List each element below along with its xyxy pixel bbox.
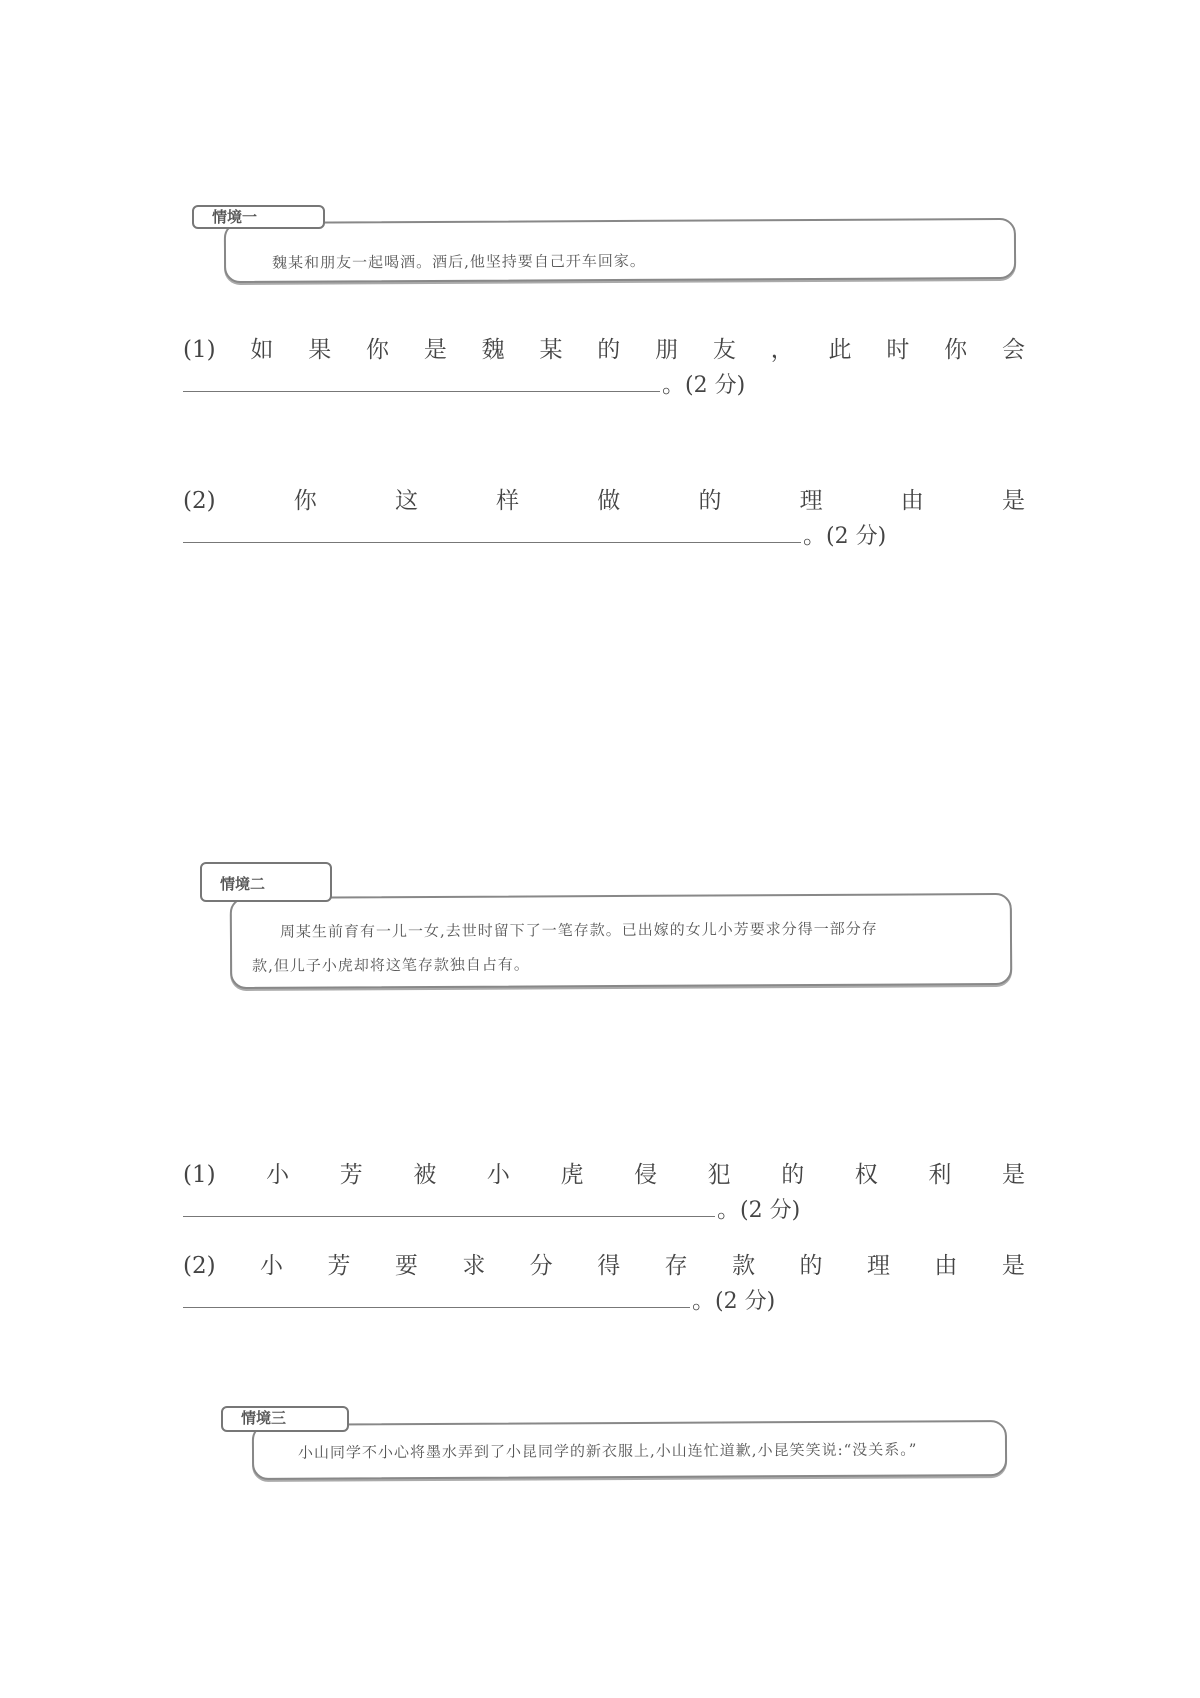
question-char: 是: [1001, 1253, 1025, 1279]
answer-blank[interactable]: [183, 367, 660, 392]
question-1-2-line: [183, 484, 1025, 518]
question-char: 的: [799, 1253, 823, 1279]
question-char: 芳: [339, 1162, 363, 1188]
question-number: (2): [183, 488, 216, 514]
question-char: 权: [854, 1162, 878, 1188]
question-char: 友: [712, 337, 736, 363]
question-points: (2 分): [740, 1198, 801, 1223]
answer-blank[interactable]: [183, 1283, 690, 1308]
question-char: 被: [413, 1162, 437, 1188]
question-2-1-answer-line: [183, 1192, 1025, 1226]
question-char: 小: [266, 1162, 290, 1188]
question-char: 魏: [481, 337, 505, 363]
question-char: 如: [250, 337, 274, 363]
question-suffix: 。: [717, 1197, 740, 1223]
question-char: 小: [260, 1253, 284, 1279]
question-char: 存: [664, 1253, 688, 1279]
question-char: 虎: [560, 1162, 584, 1188]
question-suffix: 。: [803, 523, 826, 549]
question-char: 求: [462, 1253, 486, 1279]
question-char: 样: [496, 488, 520, 514]
question-2-2-answer-line: [183, 1283, 1025, 1317]
question-char: 你: [293, 488, 317, 514]
question-char: 会: [1001, 337, 1025, 363]
question-char: 果: [308, 337, 332, 363]
scenario-1-tab: 情境一: [192, 205, 325, 229]
question-char: 此: [828, 337, 852, 363]
question-char: 由: [934, 1253, 958, 1279]
question-char: 某: [539, 337, 563, 363]
question-char: 的: [781, 1162, 805, 1188]
question-char: 芳: [327, 1253, 351, 1279]
question-1-2: [183, 484, 1025, 552]
question-char: ，: [770, 337, 794, 363]
question-1-1-answer-line: [183, 367, 1025, 401]
scenario-1-text: 魏某和朋友一起喝酒。酒后,他坚持要自己开车回家。: [272, 251, 646, 272]
question-number: (2): [183, 1253, 216, 1279]
question-points: (2 分): [715, 1289, 776, 1314]
question-char: 是: [423, 337, 447, 363]
answer-blank[interactable]: [183, 518, 801, 543]
scenario-3-tab: 情境三: [221, 1406, 349, 1432]
question-char: 你: [366, 337, 390, 363]
question-1-1: [183, 333, 1025, 401]
question-char: 小: [486, 1162, 510, 1188]
answer-blank[interactable]: [183, 1192, 715, 1217]
question-char: 的: [698, 488, 722, 514]
scenario-2-text-box: [230, 893, 1012, 989]
question-char: 的: [597, 337, 621, 363]
question-1-1-line: [183, 333, 1025, 367]
question-2-1-line: [183, 1158, 1025, 1192]
question-1-2-answer-line: [183, 518, 1025, 552]
question-char: 利: [928, 1162, 952, 1188]
question-char: 是: [1001, 488, 1025, 514]
scenario-1-text-box: [224, 218, 1016, 283]
question-char: 侵: [634, 1162, 658, 1188]
question-char: 要: [394, 1253, 418, 1279]
question-char: 朋: [655, 337, 679, 363]
question-points: (2 分): [826, 524, 887, 549]
scenario-2-text-line-1: 周某生前育有一儿一女,去世时留下了一笔存款。已出嫁的女儿小芳要求分得一部分存: [279, 919, 878, 941]
question-char: 时: [886, 337, 910, 363]
question-char: 分: [529, 1253, 553, 1279]
question-points: (2 分): [685, 373, 746, 398]
scenario-3-text-box: [252, 1420, 1007, 1480]
question-number: (1): [183, 337, 216, 363]
question-char: 得: [597, 1253, 621, 1279]
question-char: 由: [900, 488, 924, 514]
scenario-3-text: 小山同学不小心将墨水弄到了小昆同学的新衣服上,小山连忙道歉,小昆笑笑说:“没关系。”: [297, 1440, 918, 1462]
question-suffix: 。: [662, 372, 685, 398]
question-char: 是: [1001, 1162, 1025, 1188]
question-char: 你: [944, 337, 968, 363]
scenario-2-tab: 情境二: [200, 862, 332, 902]
question-2-1: [183, 1158, 1025, 1226]
question-2-2: [183, 1249, 1025, 1317]
question-char: 理: [799, 488, 823, 514]
question-char: 这: [394, 488, 418, 514]
question-char: 犯: [707, 1162, 731, 1188]
question-2-2-line: [183, 1249, 1025, 1283]
question-char: 理: [866, 1253, 890, 1279]
question-char: 款: [732, 1253, 756, 1279]
question-suffix: 。: [692, 1288, 715, 1314]
scenario-2-text-line-2: 款,但儿子小虎却将这笔存款独自占有。: [252, 955, 530, 975]
question-char: 做: [597, 488, 621, 514]
question-number: (1): [183, 1162, 216, 1188]
